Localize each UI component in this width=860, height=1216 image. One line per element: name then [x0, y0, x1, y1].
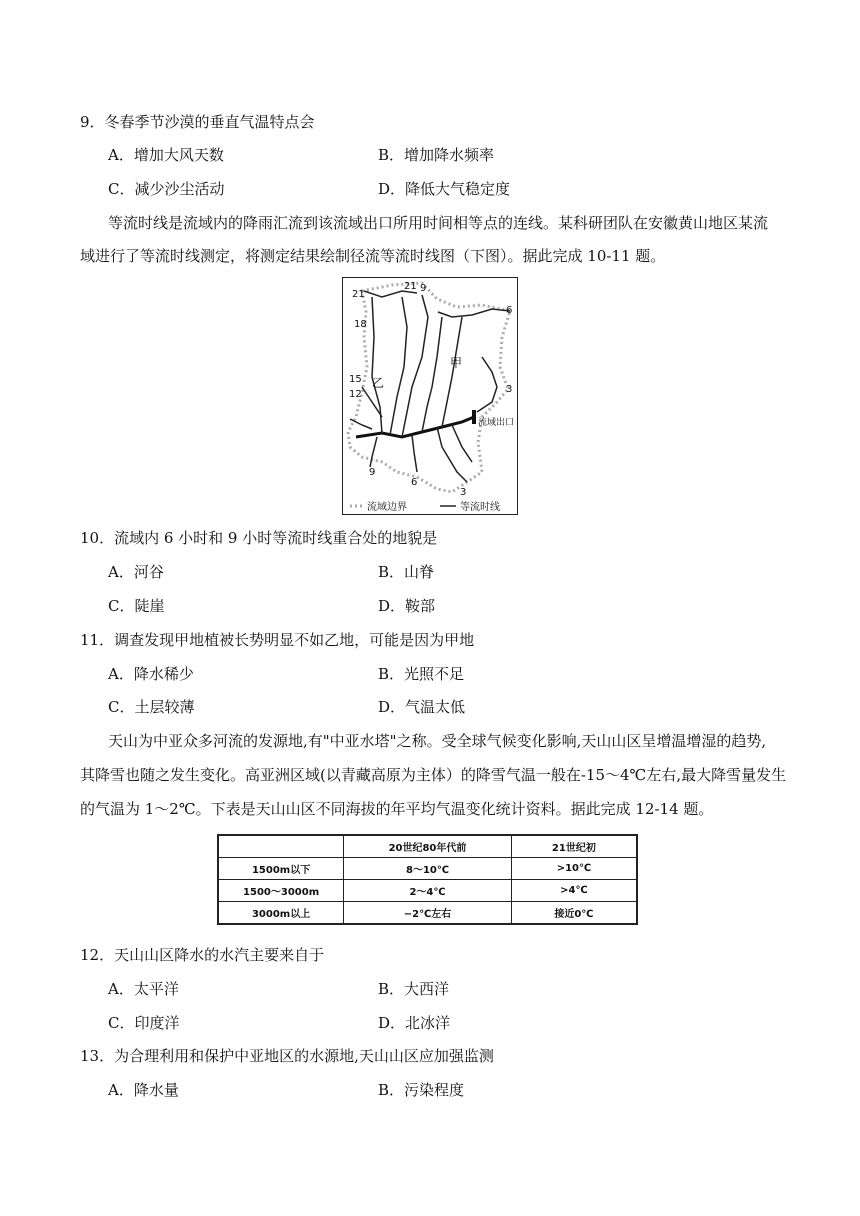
q12-option-d: D．北冰洋: [378, 1014, 451, 1032]
table-header-row: [218, 835, 637, 858]
q9-option-d: D．降低大气稳定度: [378, 180, 511, 198]
table-row: [218, 858, 637, 880]
table-cell: >4℃: [511, 880, 637, 902]
map-label-6-bottom: 6: [411, 477, 418, 488]
map-label-3-right: 3: [506, 384, 513, 395]
table-cell: >10℃: [511, 858, 637, 880]
table-header-cell: [218, 835, 344, 858]
table-header-cell: 21世纪初: [511, 835, 637, 858]
table-row: [218, 902, 637, 925]
map-label-9-bottom: 9: [369, 467, 376, 478]
temperature-table: [217, 834, 638, 925]
map-label-yi: 乙: [372, 376, 385, 390]
table-cell: 1500m以下: [218, 858, 344, 880]
q9-stem: 9．冬春季节沙漠的垂直气温特点会: [80, 113, 315, 131]
intro2-line3: 的气温为 1～2℃。下表是天山山区不同海拔的年平均气温变化统计资料。据此完成 12-14 题。: [80, 800, 714, 818]
q10-option-c: C．陡崖: [108, 597, 165, 615]
legend-boundary-label: 流域边界: [367, 502, 407, 513]
q12-option-b: B．大西洋: [378, 980, 450, 998]
q9-option-b: B．增加降水频率: [378, 146, 495, 164]
basin-outlet-marker: [472, 410, 476, 424]
q11-option-c: C．土层较薄: [108, 698, 195, 716]
map-label-12: 12: [349, 389, 362, 400]
map-label-21-top: 21: [404, 281, 417, 292]
q13-option-b: B．污染程度: [378, 1081, 465, 1099]
q10-option-b: B．山脊: [378, 563, 435, 581]
map-label-jia: 甲: [450, 356, 463, 370]
table-cell: −2℃左右: [344, 902, 512, 925]
map-label-6-top: 6: [506, 305, 513, 316]
table-cell: 3000m以上: [218, 902, 344, 925]
q9-option-c: C．减少沙尘活动: [108, 180, 225, 198]
table-header-cell: 20世纪80年代前: [344, 835, 512, 858]
q13-option-a: A．降水量: [108, 1081, 179, 1099]
q10-option-a: A．河谷: [108, 563, 164, 581]
table-cell: 2～4℃: [344, 880, 512, 902]
q12-option-c: C．印度洋: [108, 1014, 180, 1032]
q12-stem: 12．天山山区降水的水汽主要来自于: [80, 946, 325, 964]
map-label-9-top: 9: [420, 283, 427, 294]
table-cell: 8～10℃: [344, 858, 512, 880]
q11-stem: 11．调查发现甲地植被长势明显不如乙地，可能是因为甲地: [80, 631, 475, 649]
q11-option-b: B．光照不足: [378, 665, 465, 683]
q12-option-a: A．太平洋: [108, 980, 179, 998]
intro2-line1: 天山为中亚众多河流的发源地,有"中亚水塔"之称。受全球气候变化影响,天山山区呈增温增湿的趋势,: [108, 732, 767, 750]
intro1-line2: 域进行了等流时线测定，将测定结果绘制径流等流时线图（下图）。据此完成 10-11 题。: [80, 247, 666, 265]
map-label-3-bottom: 3: [460, 487, 467, 498]
intro1-line1: 等流时线是流域内的降雨汇流到该流域出口所用时间相等点的连线。某科研团队在安徽黄山地区某流: [108, 214, 769, 232]
map-label-outlet: 流域出口: [478, 418, 515, 428]
q11-option-d: D．气温太低: [378, 698, 466, 716]
map-label-21-left: 21: [352, 289, 365, 300]
map-label-18: 18: [354, 319, 367, 330]
q13-stem: 13．为合理利用和保护中亚地区的水源地,天山山区应加强监测: [80, 1047, 494, 1065]
isochrone-map: [342, 277, 518, 515]
intro2-line2: 其降雪也随之发生变化。高亚洲区域(以青藏高原为主体）的降雪气温一般在-15～4℃左右,最大降雪量发生: [80, 766, 787, 784]
table-cell: 1500～3000m: [218, 880, 344, 902]
legend-isoline-label: 等流时线: [460, 502, 500, 513]
q10-option-d: D．鞍部: [378, 597, 436, 615]
map-label-15: 15: [349, 374, 362, 385]
table-row: [218, 880, 637, 902]
table-cell: 接近0℃: [511, 902, 637, 925]
q10-stem: 10．流域内 6 小时和 9 小时等流时线重合处的地貌是: [80, 529, 438, 547]
q11-option-a: A．降水稀少: [108, 665, 194, 683]
q9-option-a: A．增加大风天数: [108, 146, 224, 164]
